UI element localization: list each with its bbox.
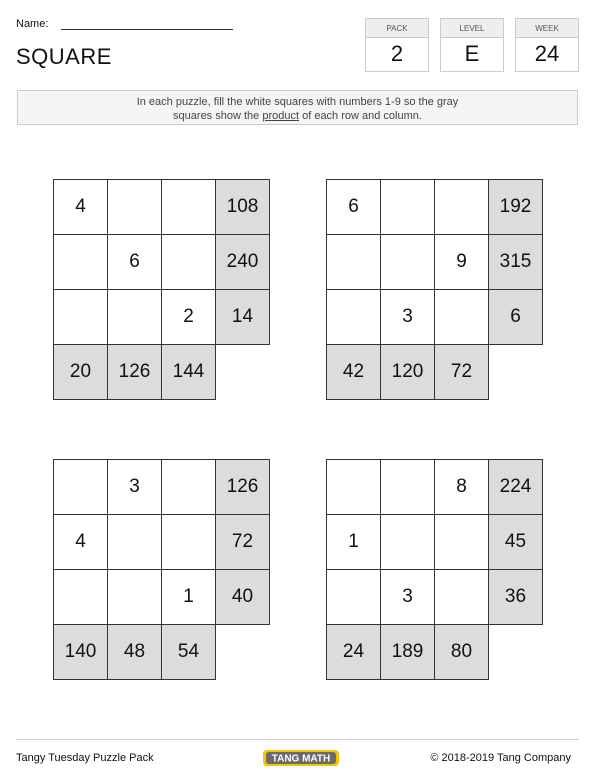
puzzle-cell[interactable] (326, 289, 381, 345)
row-product-cell: 240 (215, 234, 270, 290)
column-product-cell: 140 (53, 624, 108, 680)
week-label: WEEK (516, 19, 578, 38)
footer-copyright: © 2018-2019 Tang Company (430, 752, 571, 764)
instructions-text: squares show the (173, 110, 260, 122)
puzzle-4 (326, 459, 546, 687)
puzzle-cell: 4 (53, 179, 108, 235)
puzzle-cell[interactable] (326, 459, 381, 515)
row-product-cell: 224 (488, 459, 543, 515)
puzzle-cell[interactable] (161, 514, 216, 570)
puzzle-cell: 4 (53, 514, 108, 570)
level-label: LEVEL (441, 19, 503, 38)
puzzle-cell[interactable] (380, 234, 435, 290)
puzzle-cell[interactable] (380, 514, 435, 570)
week-box (515, 18, 579, 72)
row-product-cell: 126 (215, 459, 270, 515)
tang-math-logo (263, 748, 339, 768)
puzzle-cell[interactable] (107, 289, 162, 345)
level-value: E (464, 41, 480, 66)
week-value: 24 (534, 41, 560, 66)
svg-text:TANG MATH: TANG MATH (271, 753, 331, 765)
column-product-cell: 189 (380, 624, 435, 680)
puzzle-cell[interactable] (434, 514, 489, 570)
row-product-cell: 108 (215, 179, 270, 235)
puzzle-cell[interactable] (434, 179, 489, 235)
row-product-cell: 45 (488, 514, 543, 570)
instructions-line-1: In each puzzle, fill the white squares with numbers 1-9 so the gray (136, 96, 459, 108)
puzzle-3 (53, 459, 273, 687)
puzzle-cell: 3 (380, 289, 435, 345)
product-term: product (262, 110, 300, 122)
puzzle-cell[interactable] (53, 569, 108, 625)
column-product-cell: 42 (326, 344, 381, 400)
column-product-cell: 120 (380, 344, 435, 400)
puzzle-cell: 6 (107, 234, 162, 290)
footer-pack-name: Tangy Tuesday Puzzle Pack (16, 752, 154, 764)
puzzle-cell: 6 (326, 179, 381, 235)
pack-box (365, 18, 429, 72)
puzzle-cell: 3 (107, 459, 162, 515)
puzzle-cell[interactable] (161, 234, 216, 290)
row-product-cell: 192 (488, 179, 543, 235)
column-product-cell: 126 (107, 344, 162, 400)
row-product-cell: 315 (488, 234, 543, 290)
level-box (440, 18, 504, 72)
puzzle-1 (53, 179, 273, 407)
puzzle-cell[interactable] (107, 569, 162, 625)
puzzle-cell[interactable] (434, 569, 489, 625)
puzzle-cell[interactable] (53, 234, 108, 290)
row-product-cell: 6 (488, 289, 543, 345)
puzzle-cell: 1 (326, 514, 381, 570)
name-label: Name: (16, 18, 49, 30)
puzzle-cell[interactable] (161, 459, 216, 515)
pack-value: 2 (390, 41, 404, 66)
puzzle-cell: 9 (434, 234, 489, 290)
puzzle-cell[interactable] (107, 179, 162, 235)
column-product-cell: 24 (326, 624, 381, 680)
puzzle-cell[interactable] (434, 289, 489, 345)
puzzle-cell[interactable] (380, 459, 435, 515)
column-product-cell: 80 (434, 624, 489, 680)
column-product-cell: 144 (161, 344, 216, 400)
instructions-text: of each row and column. (302, 110, 422, 122)
instructions-line-2 (18, 109, 577, 123)
puzzle-2 (326, 179, 546, 407)
puzzle-cell: 8 (434, 459, 489, 515)
puzzle-cell: 3 (380, 569, 435, 625)
column-product-cell: 48 (107, 624, 162, 680)
column-product-cell: 54 (161, 624, 216, 680)
row-product-cell: 40 (215, 569, 270, 625)
column-product-cell: 20 (53, 344, 108, 400)
puzzle-cell[interactable] (53, 289, 108, 345)
instructions-box (17, 90, 578, 125)
puzzle-cell: 1 (161, 569, 216, 625)
pack-label: PACK (366, 19, 428, 38)
row-product-cell: 14 (215, 289, 270, 345)
row-product-cell: 36 (488, 569, 543, 625)
puzzle-cell: 2 (161, 289, 216, 345)
puzzle-cell[interactable] (326, 234, 381, 290)
name-field[interactable] (61, 29, 233, 30)
puzzle-cell[interactable] (326, 569, 381, 625)
footer-divider (16, 739, 579, 740)
puzzle-cell[interactable] (107, 514, 162, 570)
row-product-cell: 72 (215, 514, 270, 570)
puzzle-cell[interactable] (53, 459, 108, 515)
column-product-cell: 72 (434, 344, 489, 400)
page-title: SQUARE (16, 44, 112, 69)
puzzle-cell[interactable] (380, 179, 435, 235)
puzzle-cell[interactable] (161, 179, 216, 235)
